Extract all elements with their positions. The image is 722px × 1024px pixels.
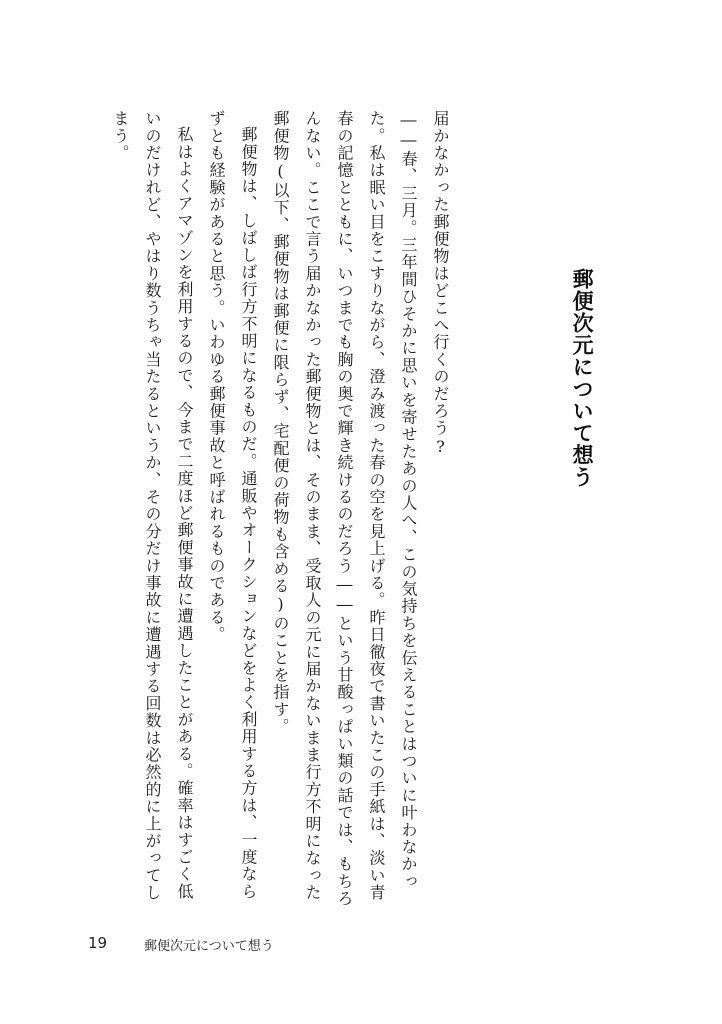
paragraph-spring-letter: ――春、三月。三年間ひそかに思いを寄せたあの人へ、この気持ちを伝えることはついに叶わなかった。私は眠い目をこすりながら、澄み渡った春の空を見上げる。昨日徹夜で書いたこの手紙は、淡い青春の記憶とともに、いつまでも胸の奥で輝き続けるのだろう――という甘酸っぱい類の話では、もちろんない。ここで言う届かなかった郵便物とは、そのまま、受取人の元に届かないまま行方不明になった郵便物(以下、郵便物は郵便に限らず、宅配便の荷物も含める)のことを指す。 [271, 110, 418, 908]
paragraph-lost-mail: 郵便物は、しばしば行方不明になるものだ。通販やオークションなどをよく利用する方は、一度ならずとも経験があると思う。いわゆる郵便事故と呼ばれるものである。 [207, 110, 258, 900]
body-text [72, 110, 456, 910]
running-title: 郵便次元について想う [144, 939, 274, 954]
page-number: 19 [88, 934, 108, 952]
paragraph-amazon: 私はよくアマゾンを利用するので、今まで二度ほど郵便事故に遭遇したことがある。確率はすごく低いのだけれど、やはり数うちゃ当たるというか、その分だけ事故に遭遇する回数は必然的に上がってしまう。 [111, 110, 194, 902]
page-footer [0, 930, 722, 960]
chapter-title: 郵便次元について想う [570, 268, 595, 488]
paragraph-question: 届かなかった郵便物はどこへ行くのだろう? [431, 110, 450, 457]
